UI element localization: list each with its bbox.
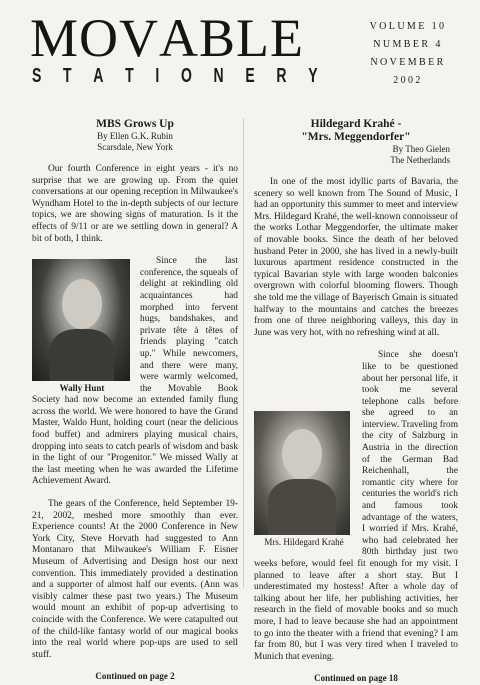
logo-title xyxy=(30,10,304,66)
column-divider xyxy=(243,118,244,588)
logo-sub-letter: R xyxy=(276,65,287,87)
article-paragraph: Our fourth Conference in eight years - it's no surprise that we are growing up. From the quiet conversations at our opening reception in Milwaukee's Wyndham Hotel to the in-depth subjects of our lecture topics, we are showing signs of maturation. Is it the effects of 9/11 or are we settling down in general? A bit of both, I think. xyxy=(32,164,238,244)
logo-sub-letter: A xyxy=(93,65,104,87)
logo-sub-letter: I xyxy=(155,65,160,87)
photo-wally-hunt xyxy=(32,259,130,381)
logo-sub-letter: Y xyxy=(308,65,318,87)
article-author: By Ellen G.K. Rubin xyxy=(97,131,173,141)
photo-caption: Mrs. Hildegard Krahé xyxy=(264,537,344,548)
article-subtitle: "Mrs. Meggendorfer" xyxy=(301,131,411,143)
photo-figure xyxy=(32,256,132,395)
issue-info xyxy=(349,18,467,90)
logo-subtitle xyxy=(32,65,318,87)
article-paragraph: Since she doesn't like to be questioned about her personal life, it took me several telephone calls before she agreed to an interview. Traveling from the city of Salzburg in Austria in the direction of the German Bad Reichenhall, the romantic city where for centuries the world's rich and famous took advantage of the waters, I worried if Mrs. Krahé, who had celebrated her 80th birthday just two weeks before, would feel fit enough for my visit. I planned to leave after a short stay. But I underestimated my hostess! After a whole day of talking about her life, her publishing activities, her research in the field of movable books and so much more, I had to leave because she had an appointment to go into the theater with a friend that evening? I am far from 80, but I was very tired when I traveled to Munich that evening. xyxy=(254,350,458,662)
logo-sub-letter: N xyxy=(213,65,224,87)
article-paragraph: Since the last conference, the squeals of delight at rekindling old acquaintances had morphed into fervent hugs, bandshakes, and private tête à têtes of friends playing "catch up." While newcomers, and there were many, were warmly welcomed, the Movable Book Society had now become an extended family flung across the world. We were honored to have the Grand Master, Waldo Hunt, holding court (near the delicious food buffet) and admirers playing musical chairs, dropping into seats to catch pearls of wisdom and bask in the light of our "Progenitor." We missed Wally at the last meeting when he was awarded the Lifetime Achievement Award. xyxy=(32,256,238,487)
logo-part-right: ABLE xyxy=(159,8,305,68)
masthead xyxy=(14,8,466,88)
article-author: By Theo Gielen xyxy=(392,144,450,154)
logo-sub-letter: T xyxy=(63,65,72,87)
issue-year: 2002 xyxy=(393,75,423,86)
logo-sub-letter: S xyxy=(32,65,42,87)
left-article xyxy=(32,118,238,683)
article-paragraph: In one of the most idyllic parts of Bavaria, the scenery so well known from The Sound of Music, I had an opportunity this summer to meet and interview Mrs. Hildegard Krahé, the well-known connoisseur of the works Lothar Meggendorfer, the ultimate maker of movable books. Since the death of her beloved husband Peter in 2000, she has lived in a newly-built luxurous apartment residence constructed in the typical Bavarian style with large wooden balconies overgrown with colorful blooming flowers. Though she told me the village of Bayerisch Gmain is situated halfway to the mountains and catches the breezes from one of three neighboring valleys, this day in June was very hot, with no refreshing wind at all. xyxy=(254,177,458,338)
photo-hildegard-krahe xyxy=(254,411,350,535)
article-title: Hildegard Krahé - xyxy=(310,118,402,130)
logo-sub-letter: E xyxy=(245,65,255,87)
issue-number: NUMBER 4 xyxy=(373,39,443,50)
issue-volume: VOLUME 10 xyxy=(369,21,447,32)
photo-caption: Wally Hunt xyxy=(59,383,105,394)
issue-month: NOVEMBER xyxy=(370,57,446,68)
logo-sub-letter: T xyxy=(125,65,134,87)
article-location: Scarsdale, New York xyxy=(97,142,173,152)
photo-figure xyxy=(254,408,354,549)
logo-sub-letter: O xyxy=(180,65,192,87)
continued-link[interactable]: Continued on page 2 xyxy=(95,671,175,682)
article-paragraph: The gears of the Conference, held September 19-21, 2002, meshed more smoothly than ever. Experience counts! At the 2000 Conference in New York City, Steve Horvath had suggested to Ann Montanaro that Milwaukee's William F. Eisner Museum of Advertising and Design host our next convention. This immediately provided a destination and a supporter of almost half our events. (Ann was visibly calmer these past two years.) The Museum would mount an exhibit of pop-up advertising to coincide with the Conference. We were catapulted out of the child-like fantasy world of our magical books into the real world where pop-ups are used to sell stuff. xyxy=(32,499,238,660)
logo-part-left: MO xyxy=(30,8,120,68)
article-location: The Netherlands xyxy=(390,155,450,165)
logo-v-letter: V xyxy=(119,8,160,68)
article-title: MBS Grows Up xyxy=(96,118,174,130)
right-article xyxy=(254,118,458,685)
continued-link[interactable]: Continued on page 18 xyxy=(314,673,398,684)
